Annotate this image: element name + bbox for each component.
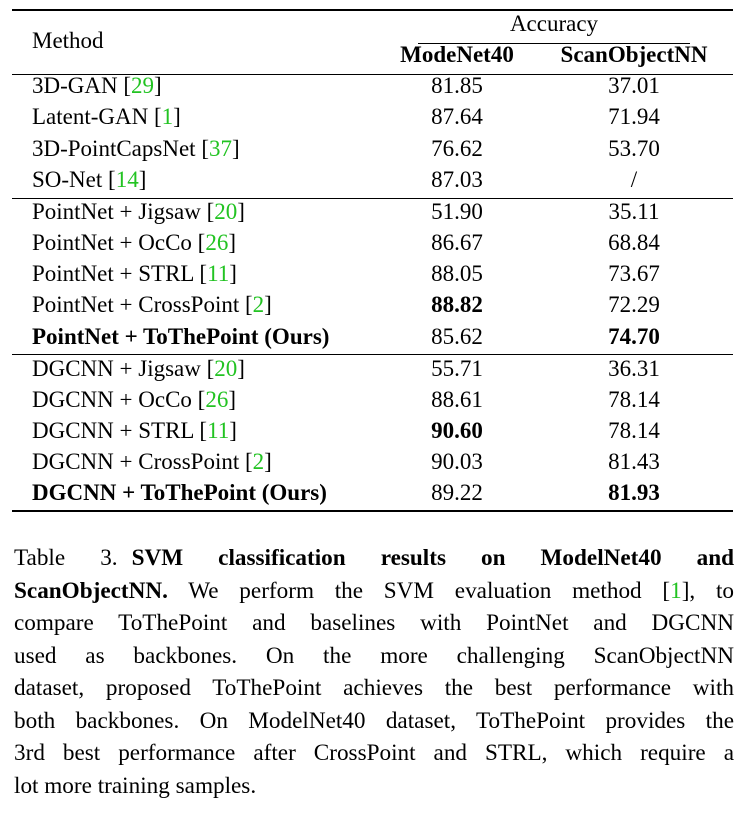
table-row-method: DGCNN + CrossPoint [2]	[32, 449, 272, 474]
table-row-modelnet: 90.03	[431, 449, 483, 474]
table-row-modelnet: 87.64	[431, 104, 483, 129]
table-row-method: 3D-PointCapsNet [37]	[32, 136, 240, 161]
table-row-scanobject: /	[630, 167, 638, 192]
table-row-method: PointNet + CrossPoint [2]	[32, 292, 272, 317]
table-row-modelnet: 55.71	[431, 356, 483, 381]
table-row-modelnet: 90.60	[431, 418, 483, 443]
table-row-scanobject: 78.14	[608, 418, 660, 443]
table-row-method: PointNet + ToThePoint (Ours)	[32, 324, 330, 349]
scanobjectnn-header: ScanObjectNN	[560, 42, 708, 67]
method-header: Method	[32, 28, 104, 53]
table-row-modelnet: 88.82	[431, 292, 483, 317]
table-row-method: DGCNN + STRL [11]	[32, 418, 237, 443]
table-row-scanobject: 78.14	[608, 387, 660, 412]
table-row-scanobject: 81.93	[608, 480, 660, 505]
caption-line: 3rd best performance after CrossPoint and STRL, which require a	[14, 740, 734, 766]
caption-line: lot more training samples.	[14, 772, 257, 799]
table-bottom-rule	[12, 510, 733, 512]
table-row-scanobject: 73.67	[608, 261, 660, 286]
caption-line	[14, 542, 734, 575]
table-row-modelnet: 89.22	[431, 480, 483, 505]
table-row-modelnet: 87.03	[431, 167, 483, 192]
table-row-scanobject: 53.70	[608, 136, 660, 161]
table-row-scanobject: 37.01	[608, 73, 660, 98]
caption-title-cont: ScanObjectNN.	[14, 577, 168, 604]
caption-line: dataset, proposed ToThePoint achieves the best performance with	[14, 675, 734, 701]
table-row-method: PointNet + STRL [11]	[32, 261, 237, 286]
table-row-modelnet: 85.62	[431, 324, 483, 349]
table-row-modelnet: 88.61	[431, 387, 483, 412]
accuracy-header: Accuracy	[509, 11, 599, 36]
table-row-modelnet: 86.67	[431, 230, 483, 255]
caption-citation: 1	[670, 577, 682, 604]
caption-line: compare ToThePoint and baselines with PointNet and DGCNN	[14, 610, 734, 636]
table-row-modelnet: 81.85	[431, 73, 483, 98]
table-row-scanobject: 74.70	[608, 324, 660, 349]
table-row-scanobject: 68.84	[608, 230, 660, 255]
table-row-modelnet: 88.05	[431, 261, 483, 286]
table-row-method: PointNet + OcCo [26]	[32, 230, 237, 255]
table-row-method: DGCNN + ToThePoint (Ours)	[32, 480, 327, 505]
table-row-modelnet: 76.62	[431, 136, 483, 161]
table-row-scanobject: 35.11	[608, 199, 660, 224]
table-row-scanobject: 36.31	[608, 356, 660, 381]
caption-line: used as backbones. On the more challenging ScanObjectNN	[14, 642, 734, 669]
table-row-method: DGCNN + Jigsaw [20]	[32, 356, 245, 381]
caption-line: both backbones. On ModelNet40 dataset, ToThePoint provides the	[14, 707, 734, 734]
caption-line: ScanObjectNN. We perform the SVM evaluation method [1], to	[14, 577, 734, 604]
modelnet40-header: ModeNet40	[400, 42, 514, 67]
table-row-scanobject: 72.29	[608, 292, 660, 317]
table-row-method: SO-Net [14]	[32, 167, 147, 192]
table-row-method: DGCNN + OcCo [26]	[32, 387, 237, 412]
caption-label: Table 3.	[14, 545, 118, 571]
table-row-scanobject: 71.94	[608, 104, 660, 129]
table-row-scanobject: 81.43	[608, 449, 660, 474]
caption-title: SVM classification results on ModelNet40 and	[131, 545, 734, 571]
table-row-modelnet: 51.90	[431, 199, 483, 224]
table-caption	[14, 542, 734, 802]
table-row-method: PointNet + Jigsaw [20]	[32, 199, 245, 224]
table-row-method: Latent-GAN [1]	[32, 104, 181, 129]
table-row-method: 3D-GAN [29]	[32, 73, 162, 98]
